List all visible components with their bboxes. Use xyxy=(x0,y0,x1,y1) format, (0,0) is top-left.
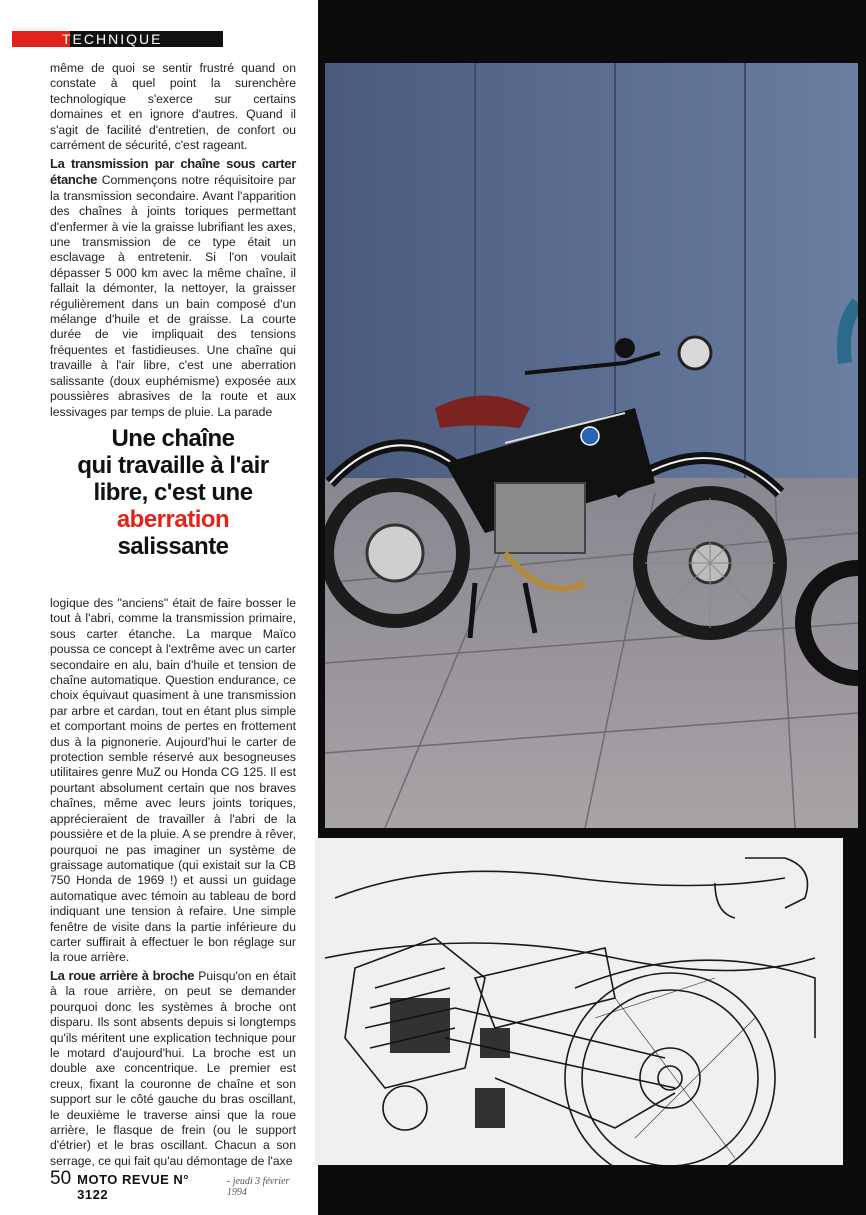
section-heading-chain: La transmission par chaîne sous carter étanche xyxy=(50,156,296,188)
section-text-chain: Commençons notre réquisitoire par la transmission secondaire. Avant l'apparition des chaînes à joints toriques permettant d'enfermer à vie la graisse lubrifiant les axes, une transmission de ce type était un esclavage à entretenir. Si l'on voulait dépasser 5 000 km avec la même chaîne, il fallait la démonter, la nettoyer, la graisser régulièrement dans un bain composé d'un mélange d'huile et de graisse. La courte durée de vie impliquait des tensions fréquentes et fastidieuses. Une chaîne qui travaille à l'air libre, c'est une aberration salissante (doux euphémisme) exposée aux poussières abrasives de la route et aux lessivages par temps de pluie. La parade xyxy=(50,173,296,419)
rear-wheel-chain-drawing xyxy=(315,838,843,1165)
page-footer xyxy=(50,1168,310,1202)
magazine-name: MOTO REVUE N° 3122 xyxy=(77,1172,189,1202)
continuation-text: logique des "anciens" était de faire bosser le tout à l'abri, comme la transmission primaire, sous carter étanche. La marque Maïco poussa ce concept à l'extrême avec un carter secondaire en alu, bain d'huile et tension de chaîne automatique. Question endurance, ce choix équivaut quasiment à une transmission par arbre et cardan, tout en étant plus simple et comportant moins de pertes en frottement dus à la pignonerie. Aujourd'hui le carter de protection semble réservé aux besogneuses utilitaires genre MuZ ou Honda CG 125. Il est pourtant absolument certain que nos braves chaînes, même avec leurs joints toriques, apprécieraient de travailler à l'abri de la poussière et de la pluie. A se prendre à rêver, pourquoi ne pas imaginer un système de graissage automatique (qui existait sur la CB 750 Honda de 1969 !) et aussi un guidage automatique avec témoin au tableau de bord indiquant une tension à refaire. Une simple fenêtre de visite dans la partie inférieure du carter suffirait à effectuer le bon réglage sur la roue arrière. xyxy=(50,596,296,965)
section-text-rear-wheel: Puisqu'on en était à la roue arrière, on peut se demander pourquoi donc les systèmes à broche ont disparu. Ils sont absents depuis si longtemps qu'ils méritent une explication technique pour le motard d'aujourd'hui. La broche est un double axe concentrique. Le premier est creux, fixant la couronne de chaîne et son support sur le côté gauche du bras oscillant, le deuxième le traverse ainsi que la roue arrière, le flasque de frein (ou le support d'étrier) et le bras oscillant. Chacun a son serrage, ce qui fait qu'au démontage de l'axe xyxy=(50,969,297,1168)
pull-quote xyxy=(50,425,296,560)
pull-quote-line: salissante xyxy=(117,533,229,560)
vintage-motorcycle-image xyxy=(325,63,858,828)
section-heading-rear-wheel: La roue arrière à broche xyxy=(50,968,195,983)
pull-quote-line: Une chaîne xyxy=(111,425,235,452)
motorcycle-photo xyxy=(325,63,858,828)
intro-text: même de quoi se sentir frustré quand on constate à quel point la surenchère technologique s'exerce sur certains domaines et en ignore d'autres. Quand il s'agit de facilité d'entretien, de confort ou carrément de sécurité, c'est rageant. xyxy=(50,61,296,153)
intro-paragraph xyxy=(50,61,296,153)
section-chain-continuation xyxy=(50,596,296,966)
rubric-label: TECHNIQUE xyxy=(62,31,163,47)
issue-date: - jeudi 3 février 1994 xyxy=(226,1176,290,1198)
technical-drawing xyxy=(315,838,843,1165)
section-chain-transmission xyxy=(50,156,296,420)
pull-quote-line: qui travaille à l'air xyxy=(77,452,269,479)
page-number: 50 xyxy=(50,1168,72,1189)
section-rear-wheel xyxy=(50,968,296,1169)
section-rubric xyxy=(12,31,223,47)
pull-quote-accent: aberration xyxy=(116,506,230,533)
pull-quote-line: libre, c'est une xyxy=(93,479,253,506)
